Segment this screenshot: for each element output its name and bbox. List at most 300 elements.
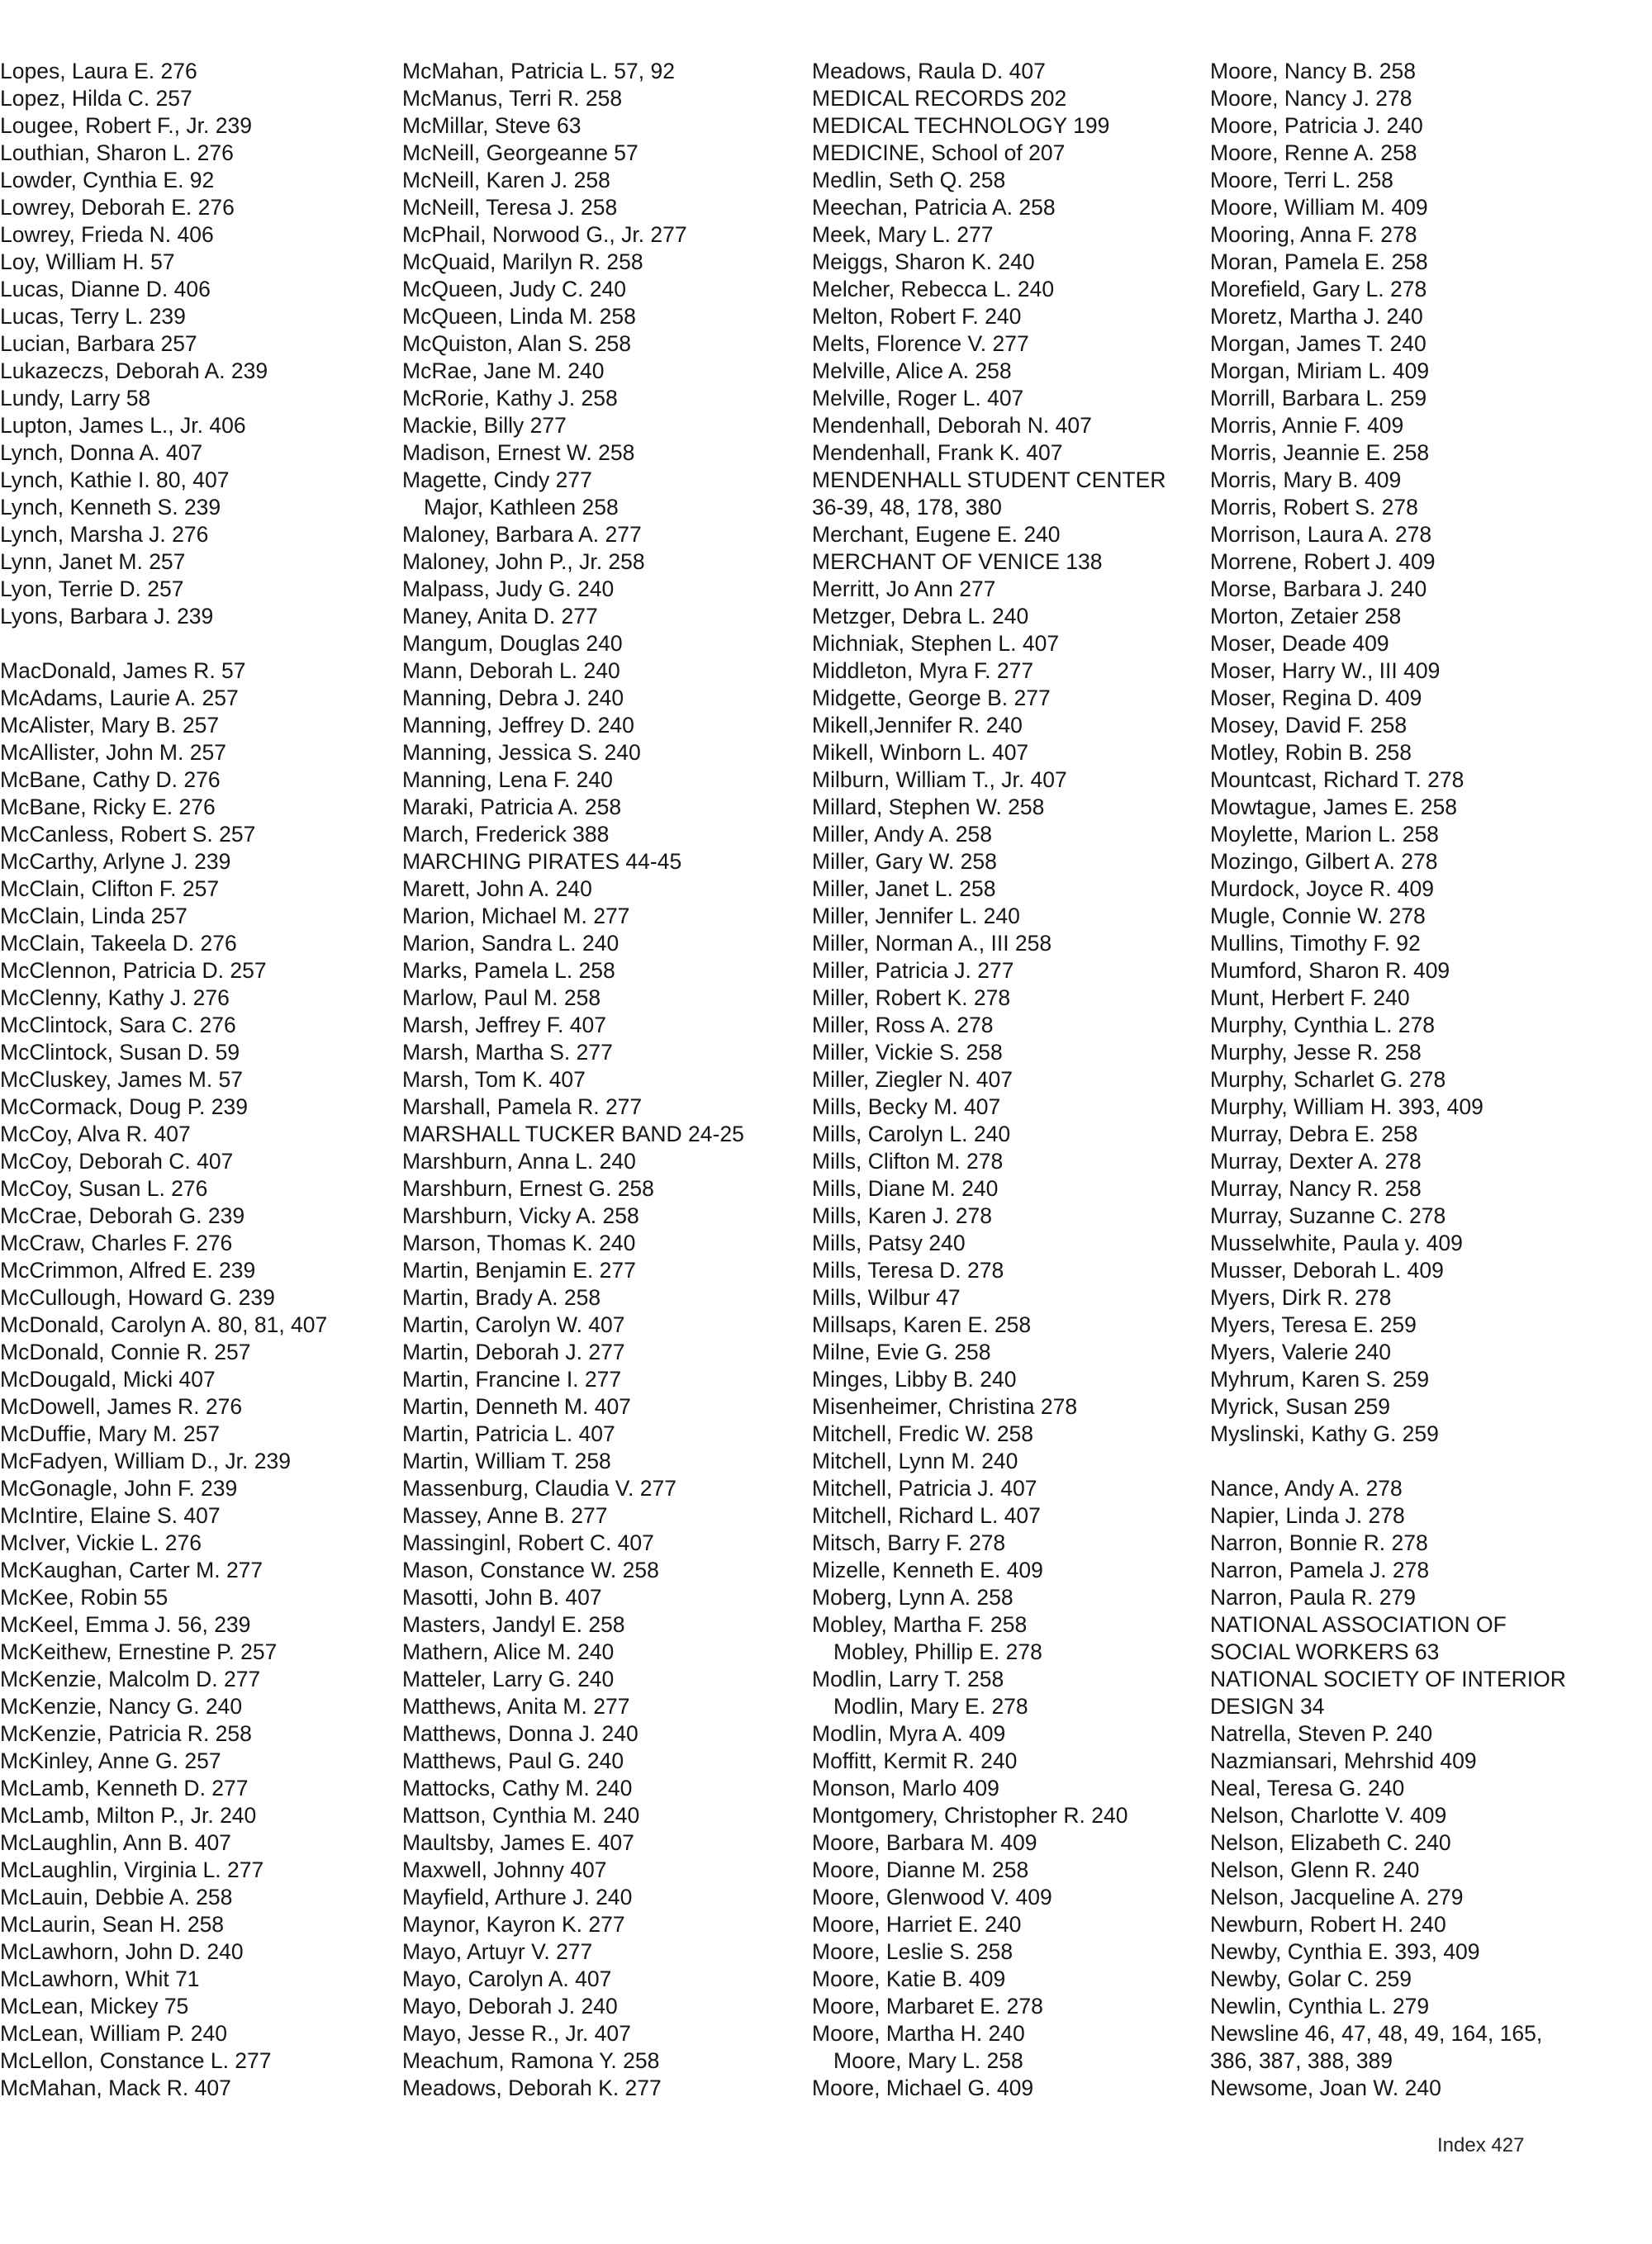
page-footer: Index 427 bbox=[1437, 2134, 1525, 2156]
index-entry: Moore, Patricia J. 240 bbox=[1210, 113, 1423, 138]
index-entry: Mills, Carolyn L. 240 bbox=[812, 1122, 1011, 1146]
index-entry: Neal, Teresa G. 240 bbox=[1210, 1776, 1405, 1800]
index-entry: McLean, Mickey 75 bbox=[0, 1994, 189, 2019]
index-entry: Lundy, Larry 58 bbox=[0, 386, 151, 410]
index-entry: Lucian, Barbara 257 bbox=[0, 331, 197, 356]
index-entry: Melville, Roger L. 407 bbox=[812, 386, 1024, 410]
index-entry: McLellon, Constance L. 277 bbox=[0, 2048, 272, 2073]
index-entry: Martin, Patricia L. 407 bbox=[402, 1421, 615, 1446]
index-entry: Morris, Jeannie E. 258 bbox=[1210, 440, 1430, 465]
index-entry: Millsaps, Karen E. 258 bbox=[812, 1312, 1032, 1337]
index-entry: Melts, Florence V. 277 bbox=[812, 331, 1029, 356]
index-entry: Martin, Denneth M. 407 bbox=[402, 1394, 631, 1419]
index-entry: Morris, Robert S. 278 bbox=[1210, 495, 1418, 519]
index-entry: Moffitt, Kermit R. 240 bbox=[812, 1748, 1018, 1773]
index-column-3 bbox=[812, 58, 1208, 2102]
index-entry: Nelson, Elizabeth C. 240 bbox=[1210, 1830, 1451, 1855]
index-entry: Morgan, Miriam L. 409 bbox=[1210, 358, 1430, 383]
index-entry: Merritt, Jo Ann 277 bbox=[812, 576, 996, 601]
index-entry: McAdams, Laurie A. 257 bbox=[0, 686, 239, 710]
index-entry: Mizelle, Kenneth E. 409 bbox=[812, 1558, 1043, 1582]
index-entry: McKeithew, Ernestine P. 257 bbox=[0, 1639, 278, 1664]
index-entry: Musselwhite, Paula y. 409 bbox=[1210, 1231, 1463, 1255]
index-entry: Morefield, Gary L. 278 bbox=[1210, 277, 1427, 301]
index-entry: Moser, Harry W., III 409 bbox=[1210, 658, 1441, 683]
index-entry: Nelson, Glenn R. 240 bbox=[1210, 1857, 1420, 1882]
index-entry: MEDICINE, School of 207 bbox=[812, 140, 1066, 165]
index-entry: Manning, Lena F. 240 bbox=[402, 767, 613, 792]
index-entry: Louthian, Sharon L. 276 bbox=[0, 140, 234, 165]
index-entry: Masters, Jandyl E. 258 bbox=[402, 1612, 625, 1637]
index-entry: Mitchell, Patricia J. 407 bbox=[812, 1476, 1037, 1501]
index-entry: Lynch, Donna A. 407 bbox=[0, 440, 203, 465]
index-entry: Massinginl, Robert C. 407 bbox=[402, 1530, 654, 1555]
index-entry: Martin, Deborah J. 277 bbox=[402, 1340, 625, 1364]
index-entry: Mills, Wilbur 47 bbox=[812, 1285, 961, 1310]
index-entry: Mills, Karen J. 278 bbox=[812, 1203, 992, 1228]
index-entry: Moore, Terri L. 258 bbox=[1210, 168, 1393, 192]
index-entry: McKenzie, Malcolm D. 277 bbox=[0, 1667, 261, 1691]
index-entry: 36-39, 48, 178, 380 bbox=[812, 495, 1002, 519]
index-entry: Minges, Libby B. 240 bbox=[812, 1367, 1017, 1392]
index-entry: Moore, Glenwood V. 409 bbox=[812, 1885, 1052, 1910]
index-entry: Marett, John A. 240 bbox=[402, 876, 592, 901]
index-entry: Lyons, Barbara J. 239 bbox=[0, 604, 214, 629]
index-entry: Lyon, Terrie D. 257 bbox=[0, 576, 184, 601]
index-entry: McCrae, Deborah G. 239 bbox=[0, 1203, 245, 1228]
index-entry: Marson, Thomas K. 240 bbox=[402, 1231, 636, 1255]
index-entry: McClenny, Kathy J. 276 bbox=[0, 985, 230, 1010]
index-entry: Major, Kathleen 258 bbox=[424, 495, 619, 519]
index-entry: McLamb, Milton P., Jr. 240 bbox=[0, 1803, 257, 1828]
index-entry: McCarthy, Arlyne J. 239 bbox=[0, 849, 231, 874]
index-entry: MacDonald, James R. 57 bbox=[0, 658, 246, 683]
index-entry: McLawhorn, Whit 71 bbox=[0, 1966, 200, 1991]
index-entry: NATIONAL SOCIETY OF INTERIOR bbox=[1210, 1667, 1566, 1691]
index-entry: McCraw, Charles F. 276 bbox=[0, 1231, 233, 1255]
index-entry: Moore, Nancy J. 278 bbox=[1210, 86, 1412, 111]
index-entry: Meadows, Raula D. 407 bbox=[812, 59, 1046, 83]
index-entry: Mowtague, James E. 258 bbox=[1210, 795, 1458, 819]
index-entry: Milne, Evie G. 258 bbox=[812, 1340, 991, 1364]
index-entry: Lougee, Robert F., Jr. 239 bbox=[0, 113, 252, 138]
index-entry: Newlin, Cynthia L. 279 bbox=[1210, 1994, 1430, 2019]
index-entry: Nelson, Jacqueline A. 279 bbox=[1210, 1885, 1464, 1910]
index-entry: Newby, Golar C. 259 bbox=[1210, 1966, 1412, 1991]
index-entry: Musser, Deborah L. 409 bbox=[1210, 1258, 1444, 1283]
index-entry: Meechan, Patricia A. 258 bbox=[812, 195, 1056, 220]
index-entry: Moore, William M. 409 bbox=[1210, 195, 1428, 220]
index-entry: Manning, Jeffrey D. 240 bbox=[402, 713, 634, 738]
index-entry: Moran, Pamela E. 258 bbox=[1210, 249, 1428, 274]
index-entry: Mooring, Anna F. 278 bbox=[1210, 222, 1417, 247]
index-entry: Lowrey, Deborah E. 276 bbox=[0, 195, 235, 220]
index-entry: McMahan, Mack R. 407 bbox=[0, 2076, 231, 2100]
index-entry: McKee, Robin 55 bbox=[0, 1585, 169, 1610]
index-entry: Metzger, Debra L. 240 bbox=[812, 604, 1029, 629]
index-entry: Mattocks, Cathy M. 240 bbox=[402, 1776, 633, 1800]
index-entry: Mills, Patsy 240 bbox=[812, 1231, 966, 1255]
index-entry: Myslinski, Kathy G. 259 bbox=[1210, 1421, 1439, 1446]
section-gap bbox=[1210, 1448, 1640, 1475]
index-entry: Natrella, Steven P. 240 bbox=[1210, 1721, 1433, 1746]
index-entry: McQueen, Judy C. 240 bbox=[402, 277, 627, 301]
index-entry: 386, 387, 388, 389 bbox=[1210, 2048, 1393, 2073]
index-entry: McLamb, Kenneth D. 277 bbox=[0, 1776, 249, 1800]
index-entry: Morrill, Barbara L. 259 bbox=[1210, 386, 1427, 410]
index-entry: McClintock, Susan D. 59 bbox=[0, 1040, 240, 1065]
index-entry: Melcher, Rebecca L. 240 bbox=[812, 277, 1055, 301]
index-entry: Meiggs, Sharon K. 240 bbox=[812, 249, 1035, 274]
index-entry: Meek, Mary L. 277 bbox=[812, 222, 994, 247]
index-entry: Miller, Gary W. 258 bbox=[812, 849, 997, 874]
index-entry: Lynn, Janet M. 257 bbox=[0, 549, 186, 574]
index-entry: McLean, William P. 240 bbox=[0, 2021, 227, 2046]
index-entry: Mikell, Winborn L. 407 bbox=[812, 740, 1029, 765]
index-entry: McDonald, Carolyn A. 80, 81, 407 bbox=[0, 1312, 328, 1337]
index-entry: Miller, Robert K. 278 bbox=[812, 985, 1011, 1010]
index-entry: McLaughlin, Ann B. 407 bbox=[0, 1830, 231, 1855]
index-entry: Marion, Michael M. 277 bbox=[402, 904, 630, 928]
index-entry: Modlin, Myra A. 409 bbox=[812, 1721, 1006, 1746]
index-entry: Lopes, Laura E. 276 bbox=[0, 59, 197, 83]
index-entry: Moore, Martha H. 240 bbox=[812, 2021, 1025, 2046]
index-entry: Martin, Brady A. 258 bbox=[402, 1285, 601, 1310]
index-entry: Mitchell, Lynn M. 240 bbox=[812, 1449, 1018, 1473]
index-entry: Matthews, Donna J. 240 bbox=[402, 1721, 638, 1746]
index-entry: Michniak, Stephen L. 407 bbox=[812, 631, 1060, 656]
index-entry: Moretz, Martha J. 240 bbox=[1210, 304, 1423, 329]
index-entry: Merchant, Eugene E. 240 bbox=[812, 522, 1061, 547]
index-entry: Montgomery, Christopher R. 240 bbox=[812, 1803, 1128, 1828]
index-entry: Miller, Ziegler N. 407 bbox=[812, 1067, 1014, 1092]
index-entry: Maynor, Kayron K. 277 bbox=[402, 1912, 625, 1937]
index-entry: Motley, Robin B. 258 bbox=[1210, 740, 1412, 765]
index-entry: McFadyen, William D., Jr. 239 bbox=[0, 1449, 291, 1473]
index-entry: Murdock, Joyce R. 409 bbox=[1210, 876, 1435, 901]
index-entry: McBane, Cathy D. 276 bbox=[0, 767, 221, 792]
index-entry: Morrene, Robert J. 409 bbox=[1210, 549, 1436, 574]
index-entry: Maraki, Patricia A. 258 bbox=[402, 795, 622, 819]
index-column-1 bbox=[0, 58, 388, 2102]
index-entry: Maxwell, Johnny 407 bbox=[402, 1857, 607, 1882]
index-entry: Milburn, William T., Jr. 407 bbox=[812, 767, 1067, 792]
index-entry: Massey, Anne B. 277 bbox=[402, 1503, 608, 1528]
index-entry: McGonagle, John F. 239 bbox=[0, 1476, 238, 1501]
index-entry: Morris, Annie F. 409 bbox=[1210, 413, 1404, 438]
index-entry: Miller, Andy A. 258 bbox=[812, 822, 993, 847]
index-column-4 bbox=[1210, 58, 1640, 2102]
index-entry: Morris, Mary B. 409 bbox=[1210, 467, 1402, 492]
index-entry: Maney, Anita D. 277 bbox=[402, 604, 598, 629]
index-entry: Moore, Harriet E. 240 bbox=[812, 1912, 1022, 1937]
index-entry: Mitsch, Barry F. 278 bbox=[812, 1530, 1006, 1555]
index-entry: McNeill, Karen J. 258 bbox=[402, 168, 610, 192]
index-entry: SOCIAL WORKERS 63 bbox=[1210, 1639, 1440, 1664]
index-entry: Meachum, Ramona Y. 258 bbox=[402, 2048, 660, 2073]
index-entry: Meadows, Deborah K. 277 bbox=[402, 2076, 662, 2100]
index-entry: Mullins, Timothy F. 92 bbox=[1210, 931, 1421, 956]
index-entry: Misenheimer, Christina 278 bbox=[812, 1394, 1078, 1419]
index-entry: McDuffie, Mary M. 257 bbox=[0, 1421, 221, 1446]
index-entry: McIver, Vickie L. 276 bbox=[0, 1530, 202, 1555]
index-entry: MARCHING PIRATES 44-45 bbox=[402, 849, 682, 874]
index-entry: McQueen, Linda M. 258 bbox=[402, 304, 636, 329]
index-entry: Mosey, David F. 258 bbox=[1210, 713, 1408, 738]
index-entry: McRae, Jane M. 240 bbox=[402, 358, 605, 383]
index-entry: Newby, Cynthia E. 393, 409 bbox=[1210, 1939, 1480, 1964]
index-entry: McNeill, Teresa J. 258 bbox=[402, 195, 618, 220]
index-entry: Moore, Nancy B. 258 bbox=[1210, 59, 1416, 83]
index-entry: Marlow, Paul M. 258 bbox=[402, 985, 601, 1010]
index-entry: McDonald, Connie R. 257 bbox=[0, 1340, 251, 1364]
index-entry: Lucas, Terry L. 239 bbox=[0, 304, 186, 329]
index-entry: Mozingo, Gilbert A. 278 bbox=[1210, 849, 1438, 874]
index-entry: Nance, Andy A. 278 bbox=[1210, 1476, 1403, 1501]
index-entry: Moore, Mary L. 258 bbox=[833, 2048, 1023, 2073]
index-entry: Moberg, Lynn A. 258 bbox=[812, 1585, 1014, 1610]
index-entry: Miller, Patricia J. 277 bbox=[812, 958, 1014, 983]
index-entry: Moore, Barbara M. 409 bbox=[812, 1830, 1037, 1855]
index-entry: MERCHANT OF VENICE 138 bbox=[812, 549, 1103, 574]
index-entry: McRorie, Kathy J. 258 bbox=[402, 386, 618, 410]
index-entry: McLaughlin, Virginia L. 277 bbox=[0, 1857, 264, 1882]
index-entry: McKinley, Anne G. 257 bbox=[0, 1748, 221, 1773]
index-entry: Murphy, Scharlet G. 278 bbox=[1210, 1067, 1446, 1092]
index-entry: Myrick, Susan 259 bbox=[1210, 1394, 1390, 1419]
index-entry: McLauin, Debbie A. 258 bbox=[0, 1885, 233, 1910]
index-entry: Marshburn, Anna L. 240 bbox=[402, 1149, 636, 1174]
index-entry: Morrison, Laura A. 278 bbox=[1210, 522, 1432, 547]
index-entry: Masotti, John B. 407 bbox=[402, 1585, 602, 1610]
index-entry: McClain, Takeela D. 276 bbox=[0, 931, 237, 956]
index-entry: Napier, Linda J. 278 bbox=[1210, 1503, 1405, 1528]
index-entry: McQuaid, Marilyn R. 258 bbox=[402, 249, 643, 274]
index-entry: Mason, Constance W. 258 bbox=[402, 1558, 659, 1582]
index-entry: MEDICAL TECHNOLOGY 199 bbox=[812, 113, 1110, 138]
index-entry: Mitchell, Fredic W. 258 bbox=[812, 1421, 1034, 1446]
index-entry: McMillar, Steve 63 bbox=[402, 113, 582, 138]
index-entry: Medlin, Seth Q. 258 bbox=[812, 168, 1006, 192]
index-entry: Mills, Diane M. 240 bbox=[812, 1176, 999, 1201]
index-entry: Middleton, Myra F. 277 bbox=[812, 658, 1034, 683]
index-entry: Modlin, Larry T. 258 bbox=[812, 1667, 1004, 1691]
index-entry: McKenzie, Nancy G. 240 bbox=[0, 1694, 243, 1719]
index-entry: Myers, Teresa E. 259 bbox=[1210, 1312, 1417, 1337]
index-entry: McNeill, Georgeanne 57 bbox=[402, 140, 638, 165]
index-entry: McMahan, Patricia L. 57, 92 bbox=[402, 59, 675, 83]
index-entry: Matteler, Larry G. 240 bbox=[402, 1667, 615, 1691]
index-entry: McCrimmon, Alfred E. 239 bbox=[0, 1258, 256, 1283]
index-entry: McDowell, James R. 276 bbox=[0, 1394, 243, 1419]
index-entry: Mills, Becky M. 407 bbox=[812, 1094, 1001, 1119]
index-entry: Myhrum, Karen S. 259 bbox=[1210, 1367, 1430, 1392]
index-entry: Lynch, Kenneth S. 239 bbox=[0, 495, 221, 519]
index-entry: Miller, Ross A. 278 bbox=[812, 1013, 994, 1037]
index-entry: MEDICAL RECORDS 202 bbox=[812, 86, 1067, 111]
index-entry: NATIONAL ASSOCIATION OF bbox=[1210, 1612, 1507, 1637]
index-entry: Matthews, Anita M. 277 bbox=[402, 1694, 630, 1719]
index-entry: Moore, Marbaret E. 278 bbox=[812, 1994, 1043, 2019]
index-entry: McCormack, Doug P. 239 bbox=[0, 1094, 248, 1119]
index-entry: Mackie, Billy 277 bbox=[402, 413, 567, 438]
index-entry: Narron, Paula R. 279 bbox=[1210, 1585, 1416, 1610]
index-entry: Mountcast, Richard T. 278 bbox=[1210, 767, 1464, 792]
index-entry: Nelson, Charlotte V. 409 bbox=[1210, 1803, 1447, 1828]
index-entry: McManus, Terri R. 258 bbox=[402, 86, 623, 111]
index-entry: Maultsby, James E. 407 bbox=[402, 1830, 634, 1855]
index-entry: Moylette, Marion L. 258 bbox=[1210, 822, 1439, 847]
index-entry: Moser, Regina D. 409 bbox=[1210, 686, 1422, 710]
index-entry: Lucas, Dianne D. 406 bbox=[0, 277, 211, 301]
index-entry: Modlin, Mary E. 278 bbox=[833, 1694, 1028, 1719]
index-entry: Millard, Stephen W. 258 bbox=[812, 795, 1045, 819]
index-entry: Mayo, Jesse R., Jr. 407 bbox=[402, 2021, 631, 2046]
index-entry: Loy, William H. 57 bbox=[0, 249, 175, 274]
index-entry: Lowder, Cynthia E. 92 bbox=[0, 168, 215, 192]
index-entry: Lupton, James L., Jr. 406 bbox=[0, 413, 246, 438]
index-entry: Nazmiansari, Mehrshid 409 bbox=[1210, 1748, 1477, 1773]
index-entry: Morgan, James T. 240 bbox=[1210, 331, 1427, 356]
index-entry: McDougald, Micki 407 bbox=[0, 1367, 216, 1392]
index-entry: Lukazeczs, Deborah A. 239 bbox=[0, 358, 268, 383]
index-entry: Mangum, Douglas 240 bbox=[402, 631, 623, 656]
index-entry: McClennon, Patricia D. 257 bbox=[0, 958, 267, 983]
index-entry: Moore, Leslie S. 258 bbox=[812, 1939, 1014, 1964]
index-entry: Mayo, Artuyr V. 277 bbox=[402, 1939, 593, 1964]
index-entry: Moser, Deade 409 bbox=[1210, 631, 1389, 656]
index-entry: Narron, Bonnie R. 278 bbox=[1210, 1530, 1428, 1555]
index-entry: Moore, Dianne M. 258 bbox=[812, 1857, 1029, 1882]
index-entry: Munt, Herbert F. 240 bbox=[1210, 985, 1410, 1010]
index-entry: Maloney, John P., Jr. 258 bbox=[402, 549, 645, 574]
index-entry: Mobley, Phillip E. 278 bbox=[833, 1639, 1042, 1664]
index-entry: McKeel, Emma J. 56, 239 bbox=[0, 1612, 251, 1637]
index-entry: Mills, Teresa D. 278 bbox=[812, 1258, 1004, 1283]
index-entry: Lynch, Kathie I. 80, 407 bbox=[0, 467, 230, 492]
index-entry: Melville, Alice A. 258 bbox=[812, 358, 1012, 383]
section-gap bbox=[0, 630, 388, 657]
index-entry: MENDENHALL STUDENT CENTER bbox=[812, 467, 1166, 492]
index-entry: Newsline 46, 47, 48, 49, 164, 165, bbox=[1210, 2021, 1543, 2046]
index-column-2 bbox=[402, 58, 799, 2102]
index-entry: McBane, Ricky E. 276 bbox=[0, 795, 216, 819]
index-entry: Mann, Deborah L. 240 bbox=[402, 658, 620, 683]
index-entry: Malpass, Judy G. 240 bbox=[402, 576, 615, 601]
index-entry: Myers, Valerie 240 bbox=[1210, 1340, 1391, 1364]
index-entry: McCoy, Alva R. 407 bbox=[0, 1122, 191, 1146]
index-entry: Mitchell, Richard L. 407 bbox=[812, 1503, 1041, 1528]
index-entry: Marshburn, Ernest G. 258 bbox=[402, 1176, 654, 1201]
index-entry: Marshall, Pamela R. 277 bbox=[402, 1094, 643, 1119]
index-entry: McClain, Clifton F. 257 bbox=[0, 876, 220, 901]
index-entry: McClintock, Sara C. 276 bbox=[0, 1013, 236, 1037]
index-entry: Lopez, Hilda C. 257 bbox=[0, 86, 192, 111]
index-entry: Lowrey, Frieda N. 406 bbox=[0, 222, 214, 247]
index-entry: March, Frederick 388 bbox=[402, 822, 610, 847]
index-entry: Marion, Sandra L. 240 bbox=[402, 931, 620, 956]
index-entry: Mayo, Deborah J. 240 bbox=[402, 1994, 618, 2019]
index-entry: McIntire, Elaine S. 407 bbox=[0, 1503, 221, 1528]
index-entry: Maloney, Barbara A. 277 bbox=[402, 522, 642, 547]
index-entry: Morse, Barbara J. 240 bbox=[1210, 576, 1427, 601]
index-entry: Massenburg, Claudia V. 277 bbox=[402, 1476, 676, 1501]
index-entry: McKaughan, Carter M. 277 bbox=[0, 1558, 263, 1582]
index-entry: Narron, Pamela J. 278 bbox=[1210, 1558, 1430, 1582]
index-entry: Martin, William T. 258 bbox=[402, 1449, 611, 1473]
index-entry: McCluskey, James M. 57 bbox=[0, 1067, 244, 1092]
index-entry: Melton, Robert F. 240 bbox=[812, 304, 1022, 329]
index-entry: Marsh, Tom K. 407 bbox=[402, 1067, 586, 1092]
index-entry: Myers, Dirk R. 278 bbox=[1210, 1285, 1392, 1310]
index-entry: Morton, Zetaier 258 bbox=[1210, 604, 1402, 629]
index-entry: McQuiston, Alan S. 258 bbox=[402, 331, 631, 356]
index-entry: Murray, Dexter A. 278 bbox=[1210, 1149, 1422, 1174]
index-entry: Manning, Debra J. 240 bbox=[402, 686, 624, 710]
index-entry: Mattson, Cynthia M. 240 bbox=[402, 1803, 640, 1828]
index-entry: DESIGN 34 bbox=[1210, 1694, 1325, 1719]
index-entry: Murray, Debra E. 258 bbox=[1210, 1122, 1418, 1146]
index-entry: Newsome, Joan W. 240 bbox=[1210, 2076, 1441, 2100]
index-entry: Martin, Francine I. 277 bbox=[402, 1367, 622, 1392]
index-entry: Mobley, Martha F. 258 bbox=[812, 1612, 1028, 1637]
index-entry: Midgette, George B. 277 bbox=[812, 686, 1051, 710]
index-entry: Moore, Renne A. 258 bbox=[1210, 140, 1417, 165]
index-entry: Marsh, Martha S. 277 bbox=[402, 1040, 613, 1065]
index-entry: McCoy, Susan L. 276 bbox=[0, 1176, 208, 1201]
index-entry: McClain, Linda 257 bbox=[0, 904, 188, 928]
index-entry: Mills, Clifton M. 278 bbox=[812, 1149, 1004, 1174]
index-entry: McCoy, Deborah C. 407 bbox=[0, 1149, 234, 1174]
index-entry: Mayfield, Arthure J. 240 bbox=[402, 1885, 633, 1910]
index-entry: Martin, Benjamin E. 277 bbox=[402, 1258, 636, 1283]
index-entry: McAllister, John M. 257 bbox=[0, 740, 226, 765]
index-entry: Mumford, Sharon R. 409 bbox=[1210, 958, 1450, 983]
index-entry: Mendenhall, Frank K. 407 bbox=[812, 440, 1063, 465]
index-entry: Moore, Katie B. 409 bbox=[812, 1966, 1006, 1991]
index-entry: McCanless, Robert S. 257 bbox=[0, 822, 256, 847]
index-entry: Murphy, Cynthia L. 278 bbox=[1210, 1013, 1436, 1037]
index-entry: Marks, Pamela L. 258 bbox=[402, 958, 615, 983]
index-entry: Miller, Jennifer L. 240 bbox=[812, 904, 1020, 928]
index-entry: Murphy, Jesse R. 258 bbox=[1210, 1040, 1422, 1065]
index-entry: Marshburn, Vicky A. 258 bbox=[402, 1203, 639, 1228]
index-entry: Matthews, Paul G. 240 bbox=[402, 1748, 624, 1773]
index-entry: Newburn, Robert H. 240 bbox=[1210, 1912, 1446, 1937]
index-entry: Mikell,Jennifer R. 240 bbox=[812, 713, 1023, 738]
index-entry: Marsh, Jeffrey F. 407 bbox=[402, 1013, 606, 1037]
index-entry: Mayo, Carolyn A. 407 bbox=[402, 1966, 612, 1991]
index-entry: Mathern, Alice M. 240 bbox=[402, 1639, 615, 1664]
index-entry: Mendenhall, Deborah N. 407 bbox=[812, 413, 1092, 438]
index-entry: McLaurin, Sean H. 258 bbox=[0, 1912, 225, 1937]
index-entry: Mugle, Connie W. 278 bbox=[1210, 904, 1426, 928]
index-entry: Martin, Carolyn W. 407 bbox=[402, 1312, 625, 1337]
index-entry: McLawhorn, John D. 240 bbox=[0, 1939, 244, 1964]
index-entry: McPhail, Norwood G., Jr. 277 bbox=[402, 222, 687, 247]
index-entry: Murray, Suzanne C. 278 bbox=[1210, 1203, 1446, 1228]
index-entry: Murray, Nancy R. 258 bbox=[1210, 1176, 1422, 1201]
index-entry: Murphy, William H. 393, 409 bbox=[1210, 1094, 1483, 1119]
index-entry: Manning, Jessica S. 240 bbox=[402, 740, 641, 765]
index-entry: McAlister, Mary B. 257 bbox=[0, 713, 220, 738]
index-entry: MARSHALL TUCKER BAND 24-25 bbox=[402, 1122, 744, 1146]
index-entry: Miller, Norman A., III 258 bbox=[812, 931, 1052, 956]
index-entry: Moore, Michael G. 409 bbox=[812, 2076, 1034, 2100]
index-entry: Madison, Ernest W. 258 bbox=[402, 440, 635, 465]
index-entry: Miller, Janet L. 258 bbox=[812, 876, 996, 901]
index-entry: Lynch, Marsha J. 276 bbox=[0, 522, 209, 547]
